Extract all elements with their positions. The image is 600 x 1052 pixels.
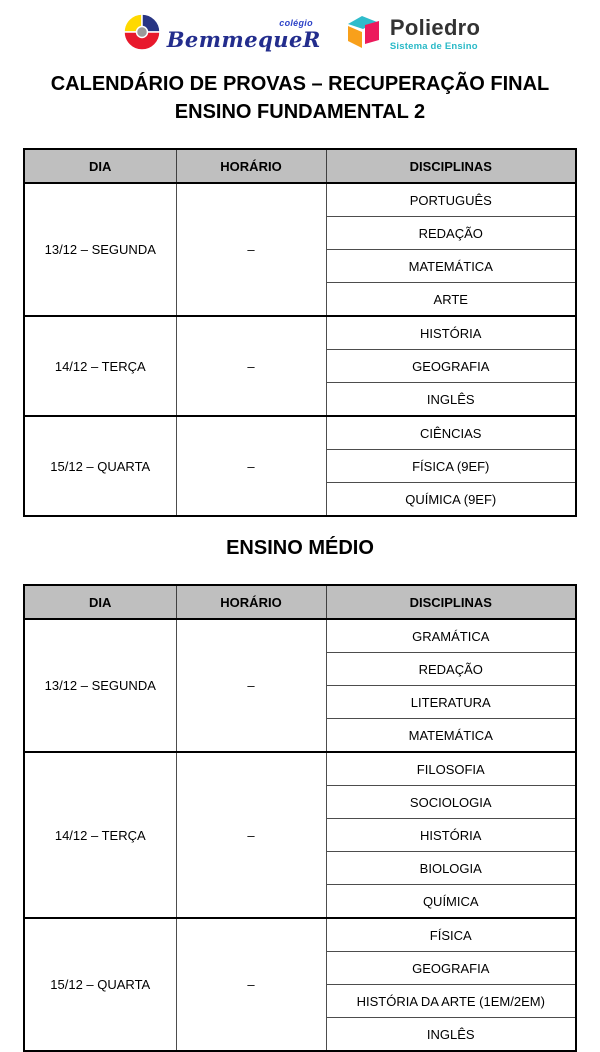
pinwheel-icon (120, 10, 164, 59)
table-row (24, 619, 576, 653)
time-cell: – (176, 316, 326, 416)
column-header-dia: DIA (24, 585, 176, 619)
subject-cell: GRAMÁTICA (326, 619, 576, 653)
table-header-row (24, 149, 576, 183)
subject-cell: INGLÊS (326, 1018, 576, 1052)
time-cell: – (176, 183, 326, 316)
table-row (24, 316, 576, 350)
cube-icon (343, 12, 383, 57)
table-row (24, 918, 576, 952)
day-cell: 15/12 – QUARTA (24, 918, 176, 1051)
page-title-line2: ENSINO FUNDAMENTAL 2 (174, 101, 426, 123)
day-cell: 14/12 – TERÇA (24, 316, 176, 416)
page-title-line1: CALENDÁRIO DE PROVAS – RECUPERAÇÃO FINAL (50, 73, 550, 95)
subject-cell: REDAÇÃO (326, 653, 576, 686)
subject-cell: LITERATURA (326, 686, 576, 719)
table-header-row (24, 585, 576, 619)
table-row (24, 752, 576, 786)
poliedro-logo (343, 12, 480, 57)
exam-table-medio (23, 584, 577, 1052)
subject-cell: QUÍMICA (326, 885, 576, 919)
subject-cell: QUÍMICA (9EF) (326, 483, 576, 517)
time-cell: – (176, 416, 326, 516)
subject-cell: CIÊNCIAS (326, 416, 576, 450)
subject-cell: REDAÇÃO (326, 217, 576, 250)
poliedro-wordmark (389, 14, 481, 52)
subject-cell: HISTÓRIA DA ARTE (1EM/2EM) (326, 985, 576, 1018)
subject-cell: SOCIOLOGIA (326, 786, 576, 819)
column-header-disciplinas: DISCIPLINAS (326, 585, 576, 619)
subject-cell: BIOLOGIA (326, 852, 576, 885)
day-cell: 15/12 – QUARTA (24, 416, 176, 516)
table-row (24, 416, 576, 450)
table-row (24, 183, 576, 217)
bemmequer-brand-label: BemmequeR (166, 26, 321, 52)
subject-cell: ARTE (326, 283, 576, 317)
subject-cell: PORTUGUÊS (326, 183, 576, 217)
page-title (0, 70, 600, 126)
poliedro-brand-label: Poliedro (389, 14, 481, 40)
bemmequer-wordmark (167, 19, 321, 50)
day-cell: 13/12 – SEGUNDA (24, 183, 176, 316)
column-header-horário: HORÁRIO (176, 149, 326, 183)
day-cell: 14/12 – TERÇA (24, 752, 176, 918)
bemmequer-colegio-label: colégio (279, 17, 313, 28)
section-title-ensino-medio: ENSINO MÉDIO (226, 537, 374, 559)
bemmequer-logo (120, 10, 321, 59)
subject-cell: GEOGRAFIA (326, 350, 576, 383)
subject-cell: INGLÊS (326, 383, 576, 417)
subject-cell: MATEMÁTICA (326, 250, 576, 283)
column-header-disciplinas: DISCIPLINAS (326, 149, 576, 183)
subject-cell: HISTÓRIA (326, 819, 576, 852)
column-header-dia: DIA (24, 149, 176, 183)
column-header-horário: HORÁRIO (176, 585, 326, 619)
subject-cell: FILOSOFIA (326, 752, 576, 786)
time-cell: – (176, 752, 326, 918)
time-cell: – (176, 918, 326, 1051)
time-cell: – (176, 619, 326, 752)
subject-cell: FÍSICA (326, 918, 576, 952)
subject-cell: GEOGRAFIA (326, 952, 576, 985)
exam-table-fundamental2 (23, 148, 577, 517)
logos-row (0, 0, 600, 58)
subject-cell: MATEMÁTICA (326, 719, 576, 753)
subject-cell: FÍSICA (9EF) (326, 450, 576, 483)
subject-cell: HISTÓRIA (326, 316, 576, 350)
poliedro-tagline-label: Sistema de Ensino (389, 40, 478, 52)
day-cell: 13/12 – SEGUNDA (24, 619, 176, 752)
